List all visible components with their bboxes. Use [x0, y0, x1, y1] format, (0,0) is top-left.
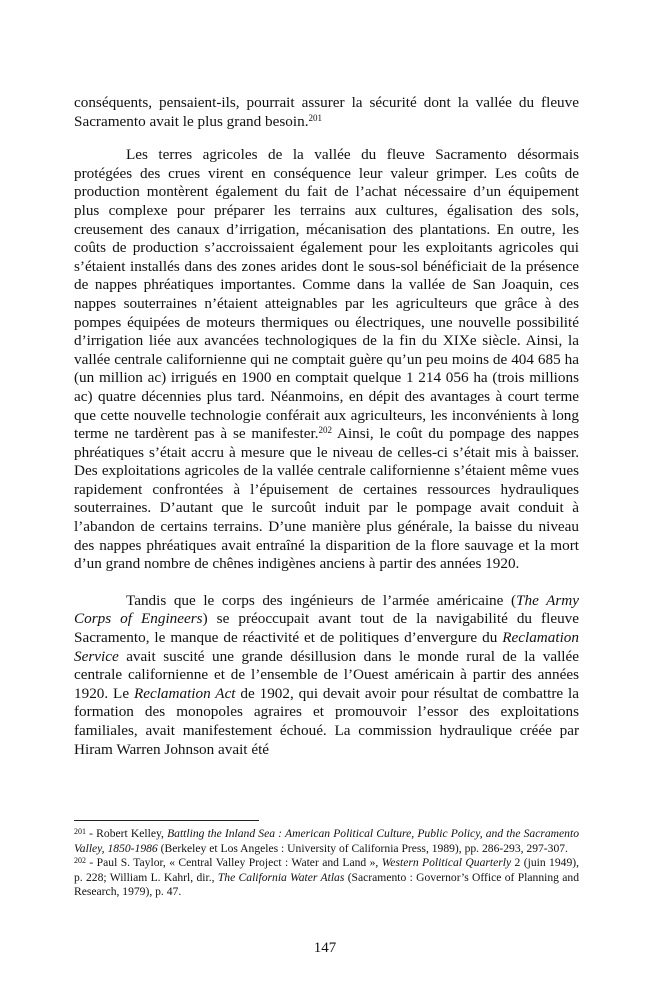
footnote-201	[74, 827, 579, 856]
paragraph-3-text-b: ) se préoccupait avant tout de la navigabilité du fleuve Sacramento, le manque de réactivité et de politiques d’envergure du	[74, 610, 579, 647]
footnote-201-title: Battling the Inland Sea : American Political Culture, Public Policy, and the Sacramento Valley, 1850-1986	[74, 827, 579, 855]
paragraph-3-italic-1: The Army Corps of Engineers	[74, 591, 579, 628]
footnote-ref-202: 202	[318, 425, 332, 436]
footnote-201-text-a: - Robert Kelley,	[86, 827, 168, 840]
paragraph-2-text-b: Ainsi, le coût du pompage des nappes phréatiques s’était accru à mesure que le niveau de celles-ci s’était mis à baisser. Des exploitations agricoles de la vallée centrale californienne s’étaient même vues rapidement confrontées à l’épuisement de certaines ressources hydrauliques souterraines. D’autant que le surcoût induit par le pompage avait conduit à l’abandon de certains terrains. D’une manière plus générale, la baisse du niveau des nappes phréatiques avait entraîné la disparition de la flore sauvage et la mort d’un grand nombre de chênes indigènes anciens à partir des années 1920.	[74, 425, 580, 573]
footnote-divider	[74, 820, 259, 821]
footnote-202-text-b: 2 (juin 1949), p. 228; William L. Kahrl, dir.,	[74, 856, 579, 884]
paragraph-1	[74, 94, 579, 131]
footnote-202-journal: Western Political Quarterly	[381, 856, 512, 870]
main-text	[74, 94, 579, 759]
paragraph-2	[74, 146, 579, 574]
footnote-202-text-a: - Paul S. Taylor, « Central Valley Project : Water and Land »,	[86, 856, 382, 870]
paragraph-3-italic-3: Reclamation Act	[133, 684, 236, 702]
paragraph-1-text: conséquents, pensaient-ils, pourrait assurer la sécurité dont la vallée du fleuve Sacramento avait le plus grand besoin.	[74, 94, 579, 130]
page-number: 147	[313, 940, 337, 956]
paragraph-3-text-c: avait suscité une grande désillusion dans le monde rural de la vallée centrale californienne et de l’ensemble de l’Ouest américain à partir des années 1920. Le	[74, 647, 579, 702]
footnote-202-text-c: (Sacramento : Governor’s Office of Planning and Research, 1979), p. 47.	[74, 870, 579, 899]
footnote-202	[74, 856, 579, 900]
paragraph-2-text-a: Les terres agricoles de la vallée du fleuve Sacramento désormais protégées des crues virent en conséquence leur valeur grimper. Les coûts de production montèrent également du fait de l’achat nécessaire d’un équipement plus complexe pour préparer les terrains aux cultures, égalisation des sols, creusement des canaux d’irrigation, mécanisation des plantations. En outre, les coûts de production s’accroissaient également pour les exploitants agricoles qui s’étaient installés dans des zones arides dont le sous-sol bénéficiait de la présence de nappes phréatiques importantes. Comme dans la vallée de San Joaquin, ces nappes souterraines n’étaient atteignables par les agriculteurs que grâce à des pompes équipées de moteurs thermiques ou électriques, une nouvelle possibilité d’irrigation liée aux avancées technologiques de la fin du XIXe siècle. Ainsi, la vallée centrale californienne qui ne comptait guère qu’un peu moins de 404 685 ha (un million ac) irrigués en 1900 en comptait quelque 1 214 056 ha (trois millions ac) quatre décennies plus tard. Néanmoins, en dépit des avantages à court terme que cette nouvelle technologie conférait aux agriculteurs, les inconvénients à long terme ne tardèrent pas à se manifester.	[74, 146, 579, 443]
paragraph-3-italic-2: Reclamation Service	[74, 629, 579, 665]
paragraph-3	[74, 592, 579, 759]
paragraph-3-text-a: Tandis que le corps des ingénieurs de l’armée américaine (	[126, 591, 517, 609]
footnote-201-number: 201	[74, 827, 86, 836]
footnote-202-number: 202	[74, 856, 86, 866]
footnote-201-text-b: (Berkeley et Los Angeles : University of California Press, 1989), pp. 286-293, 297-307.	[157, 841, 568, 855]
paragraph-3-text-d: de 1902, qui devait avoir pour résultat de combattre la formation des monopoles agraires et promouvoir l’essor des exploitations familiales, avait manifestement échoué. La commission hydraulique créée par Hiram Warren Johnson avait été	[74, 684, 579, 758]
footnote-202-atlas: The California Water Atlas	[217, 870, 345, 884]
footnote-ref-201: 201	[308, 112, 322, 123]
footnotes	[74, 827, 579, 900]
